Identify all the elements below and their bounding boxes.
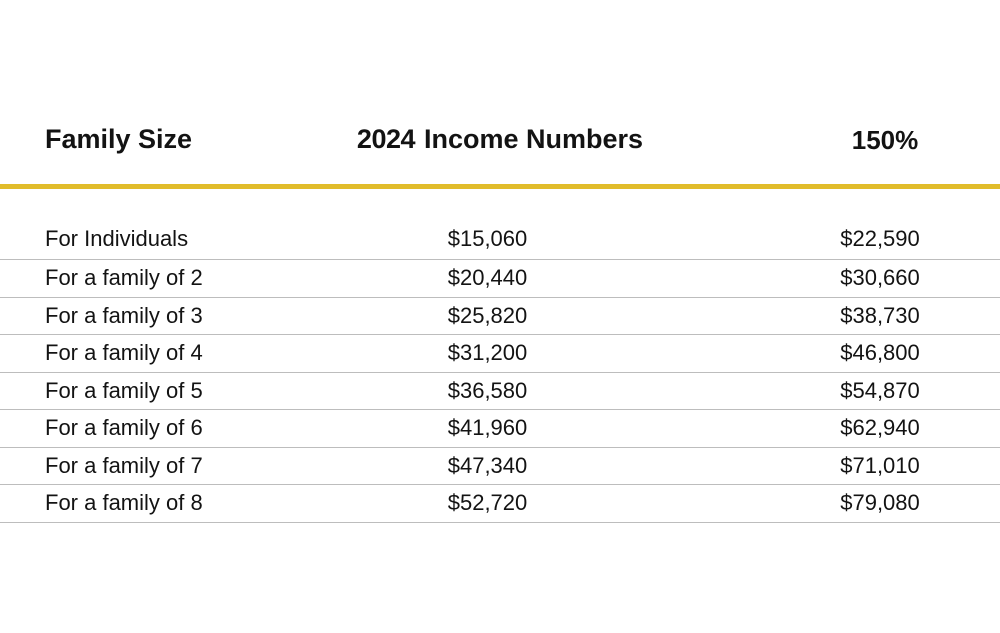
income-cell: $52,720 [447,490,528,516]
table-row [0,485,1000,523]
income-cell: $15,060 [447,226,528,252]
header-year: 2024 [356,124,415,155]
pct150-cell: $46,800 [840,340,920,366]
pct150-cell: $54,870 [840,377,920,403]
table-row [0,448,1000,486]
income-cell: $20,440 [447,265,528,291]
table-row [0,260,1000,298]
table-row [0,220,1000,260]
header-150-percent: 150% [851,124,919,155]
income-cell: $36,580 [447,377,528,403]
table-row [0,335,1000,373]
income-cell: $31,200 [447,340,528,366]
gold-divider-line [0,184,1000,189]
pct150-cell: $38,730 [840,302,920,328]
income-cell: $25,820 [447,302,528,328]
pct150-cell: $79,080 [840,490,920,516]
family-size-cell: For Individuals [45,226,189,252]
income-cell: $47,340 [447,452,528,478]
table-header [0,112,1000,168]
income-table [0,220,1000,523]
family-size-cell: For a family of 4 [45,340,203,366]
family-size-cell: For a family of 2 [45,265,203,291]
table-row [0,410,1000,448]
pct150-cell: $22,590 [840,226,920,252]
header-income-numbers-label: Income Numbers [424,124,644,155]
table-row [0,373,1000,411]
header-family-size: Family Size [45,124,193,155]
family-size-cell: For a family of 8 [45,490,203,516]
family-size-cell: For a family of 5 [45,377,203,403]
table-row [0,298,1000,336]
pct150-cell: $62,940 [840,415,920,441]
income-cell: $41,960 [447,415,528,441]
family-size-cell: For a family of 3 [45,302,203,328]
pct150-cell: $71,010 [840,452,920,478]
family-size-cell: For a family of 6 [45,415,203,441]
pct150-cell: $30,660 [840,265,920,291]
family-size-cell: For a family of 7 [45,452,203,478]
header-income-numbers [270,125,730,155]
